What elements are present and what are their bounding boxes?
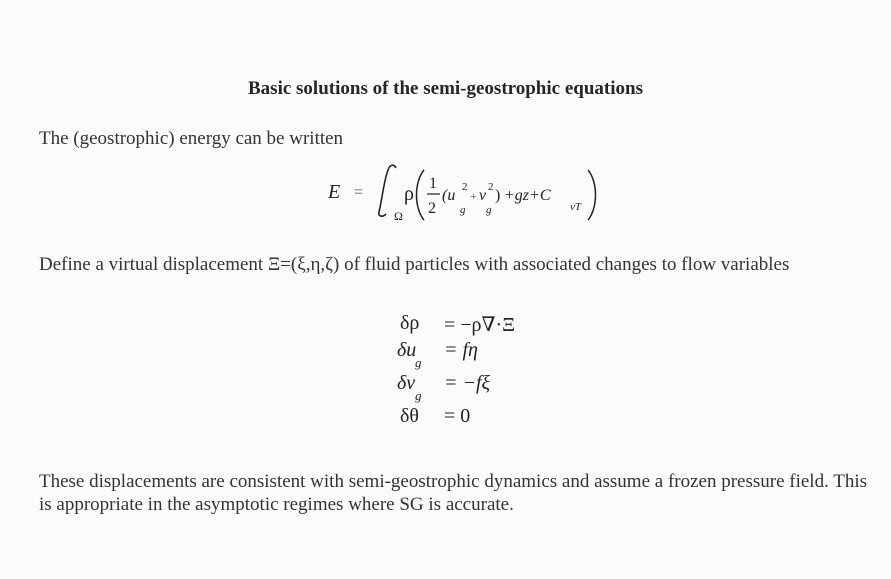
integral-domain: Ω: [394, 209, 403, 223]
energy-rho: ρ: [404, 183, 414, 205]
section-title: Basic solutions of the semi-geostrophic equations: [248, 78, 643, 99]
energy-equation-graphic: [326, 160, 616, 230]
variation-ug-lhs: δu: [397, 339, 417, 361]
fraction-denominator: 2: [428, 200, 436, 217]
v-term: v: [479, 187, 487, 204]
v-subscript: g: [486, 204, 492, 216]
paragraph-consistency: These displacements are consistent with semi-geostrophic dynamics and assume a frozen pressure field. This is appropriate in the asymptotic regimes where SG is accurate.: [39, 471, 868, 515]
variation-vg-rhs: = −fξ: [444, 372, 491, 394]
big-left-paren: [417, 170, 425, 220]
variation-rho-lhs: δρ: [400, 312, 420, 334]
variation-theta-lhs: δθ: [400, 405, 420, 427]
plus-sign: +: [470, 189, 477, 203]
paragraph-energy-intro: The (geostrophic) energy can be written: [39, 128, 344, 149]
gz-term: +gz+C: [504, 187, 551, 204]
variation-ug-rhs: = fη: [444, 339, 478, 361]
paragraph-virtual-displacement: Define a virtual displacement Ξ=(ξ,η,ζ) of fluid particles with associated changes to flow variables: [39, 254, 790, 275]
energy-equation: [326, 160, 616, 230]
u-term: (u: [442, 187, 456, 204]
close-paren: ): [495, 187, 501, 204]
variation-vg-sub: g: [415, 388, 422, 403]
variation-theta: [380, 405, 580, 431]
variation-ug-sub: g: [415, 355, 422, 370]
energy-equals: =: [354, 184, 364, 201]
variation-rho: [380, 312, 580, 338]
u-subscript: g: [460, 204, 466, 216]
variation-vg-lhs: δv: [397, 372, 416, 394]
fraction-numerator: 1: [429, 175, 437, 192]
energy-lhs: E: [328, 181, 341, 203]
variation-theta-rhs: = 0: [444, 405, 471, 427]
c-subscript: vT: [570, 201, 581, 213]
v-superscript: 2: [488, 181, 494, 193]
big-right-paren: [588, 170, 596, 220]
variation-rho-rhs: = −ρ∇·Ξ: [444, 314, 516, 336]
variation-ug: [380, 339, 580, 370]
u-superscript: 2: [462, 181, 468, 193]
variation-vg: [380, 372, 580, 403]
